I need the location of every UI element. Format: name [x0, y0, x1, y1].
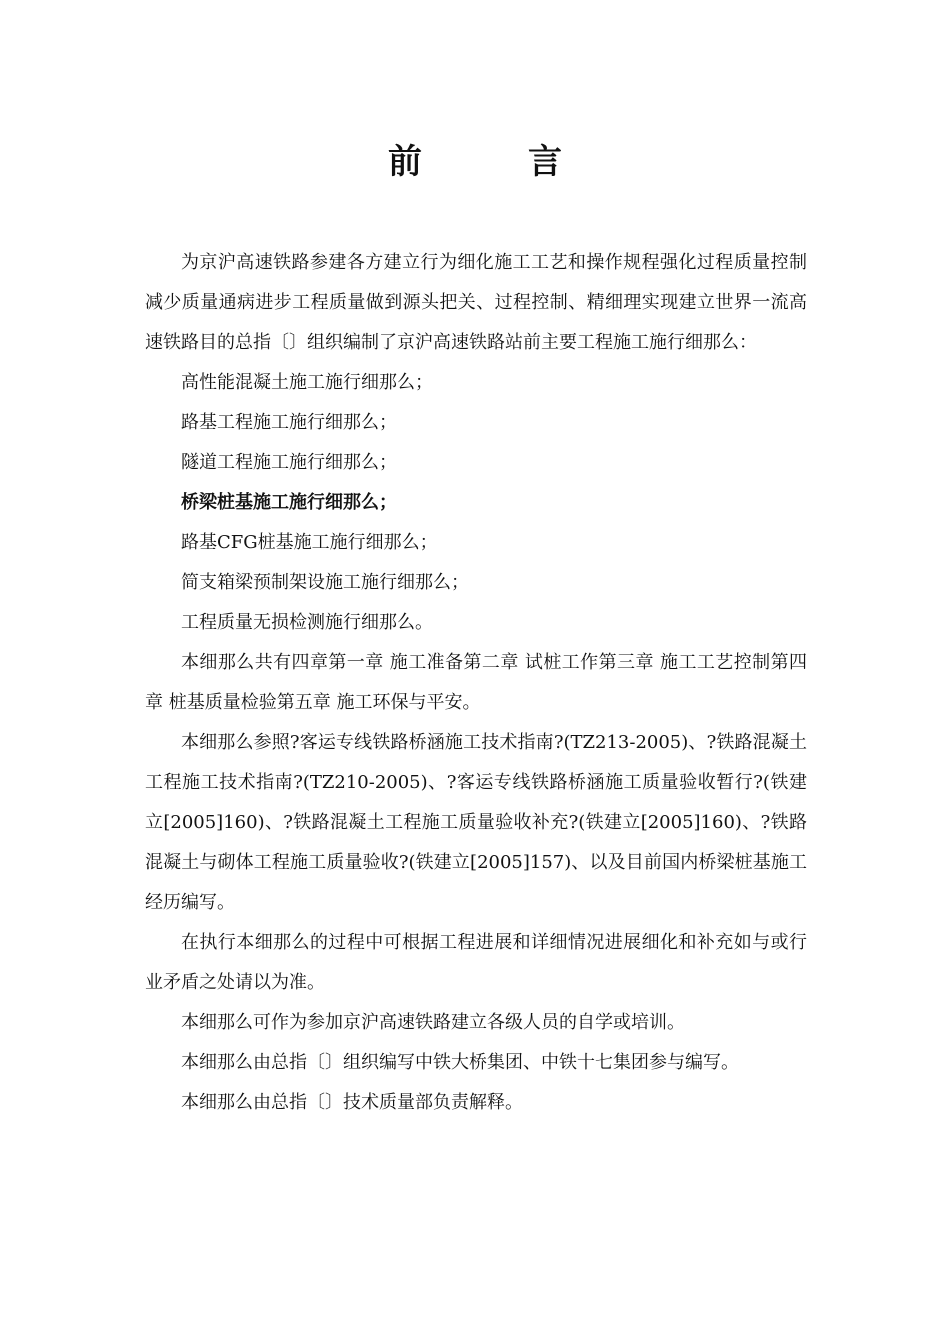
execution-paragraph: 在执行本细那么的过程中可根据工程进展和详细情况进展细化和补充如与或行业矛盾之处请以为准。 [145, 932, 807, 993]
document-body [145, 243, 807, 1123]
interpretation-paragraph: 本细那么由总指〔〕技术质量部负责解释。 [181, 1092, 523, 1113]
chapters-paragraph: 本细那么共有四章第一章 施工准备第二章 试桩工作第三章 施工工艺控制第四章 桩基质量检验第五章 施工环保与平安。 [145, 652, 807, 713]
list-item: 高性能混凝土施工施行细那么； [181, 372, 433, 393]
authors-paragraph: 本细那么由总指〔〕组织编写中铁大桥集团、中铁十七集团参与编写。 [181, 1052, 739, 1073]
list-item: 路基工程施工施行细那么； [181, 412, 397, 433]
page-title: 前 言 [388, 142, 598, 182]
list-item: 工程质量无损检测施行细那么。 [181, 612, 433, 633]
list-item: 简支箱梁预制架设施工施行细那么； [181, 572, 469, 593]
training-paragraph: 本细那么可作为参加京沪高速铁路建立各级人员的自学或培训。 [181, 1012, 685, 1033]
list-item: 路基CFG桩基施工施行细那么； [181, 532, 438, 553]
references-paragraph: 本细那么参照?客运专线铁路桥涵施工技术指南?(TZ213-2005)、?铁路混凝土工程施工技术指南?(TZ210-2005)、?客运专线铁路桥涵施工质量验收暂行?(铁建立[2005]160)、?铁路混凝土工程施工质量验收补充?(铁建立[2005]160)、?铁路混凝土与砌体工程施工质量验收?(铁建立[2005]157)、以及目前国内桥梁桩基施工经历编写。 [145, 732, 807, 913]
list-item: 桥梁桩基施工施行细那么； [181, 492, 397, 513]
intro-paragraph: 为京沪高速铁路参建各方建立行为细化施工工艺和操作规程强化过程质量控制减少质量通病进步工程质量做到源头把关、过程控制、精细理实现建立世界一流高速铁路目的总指〔〕组织编制了京沪高速铁路站前主要工程施工施行细那么： [145, 252, 807, 353]
list-item: 隧道工程施工施行细那么； [181, 452, 397, 473]
